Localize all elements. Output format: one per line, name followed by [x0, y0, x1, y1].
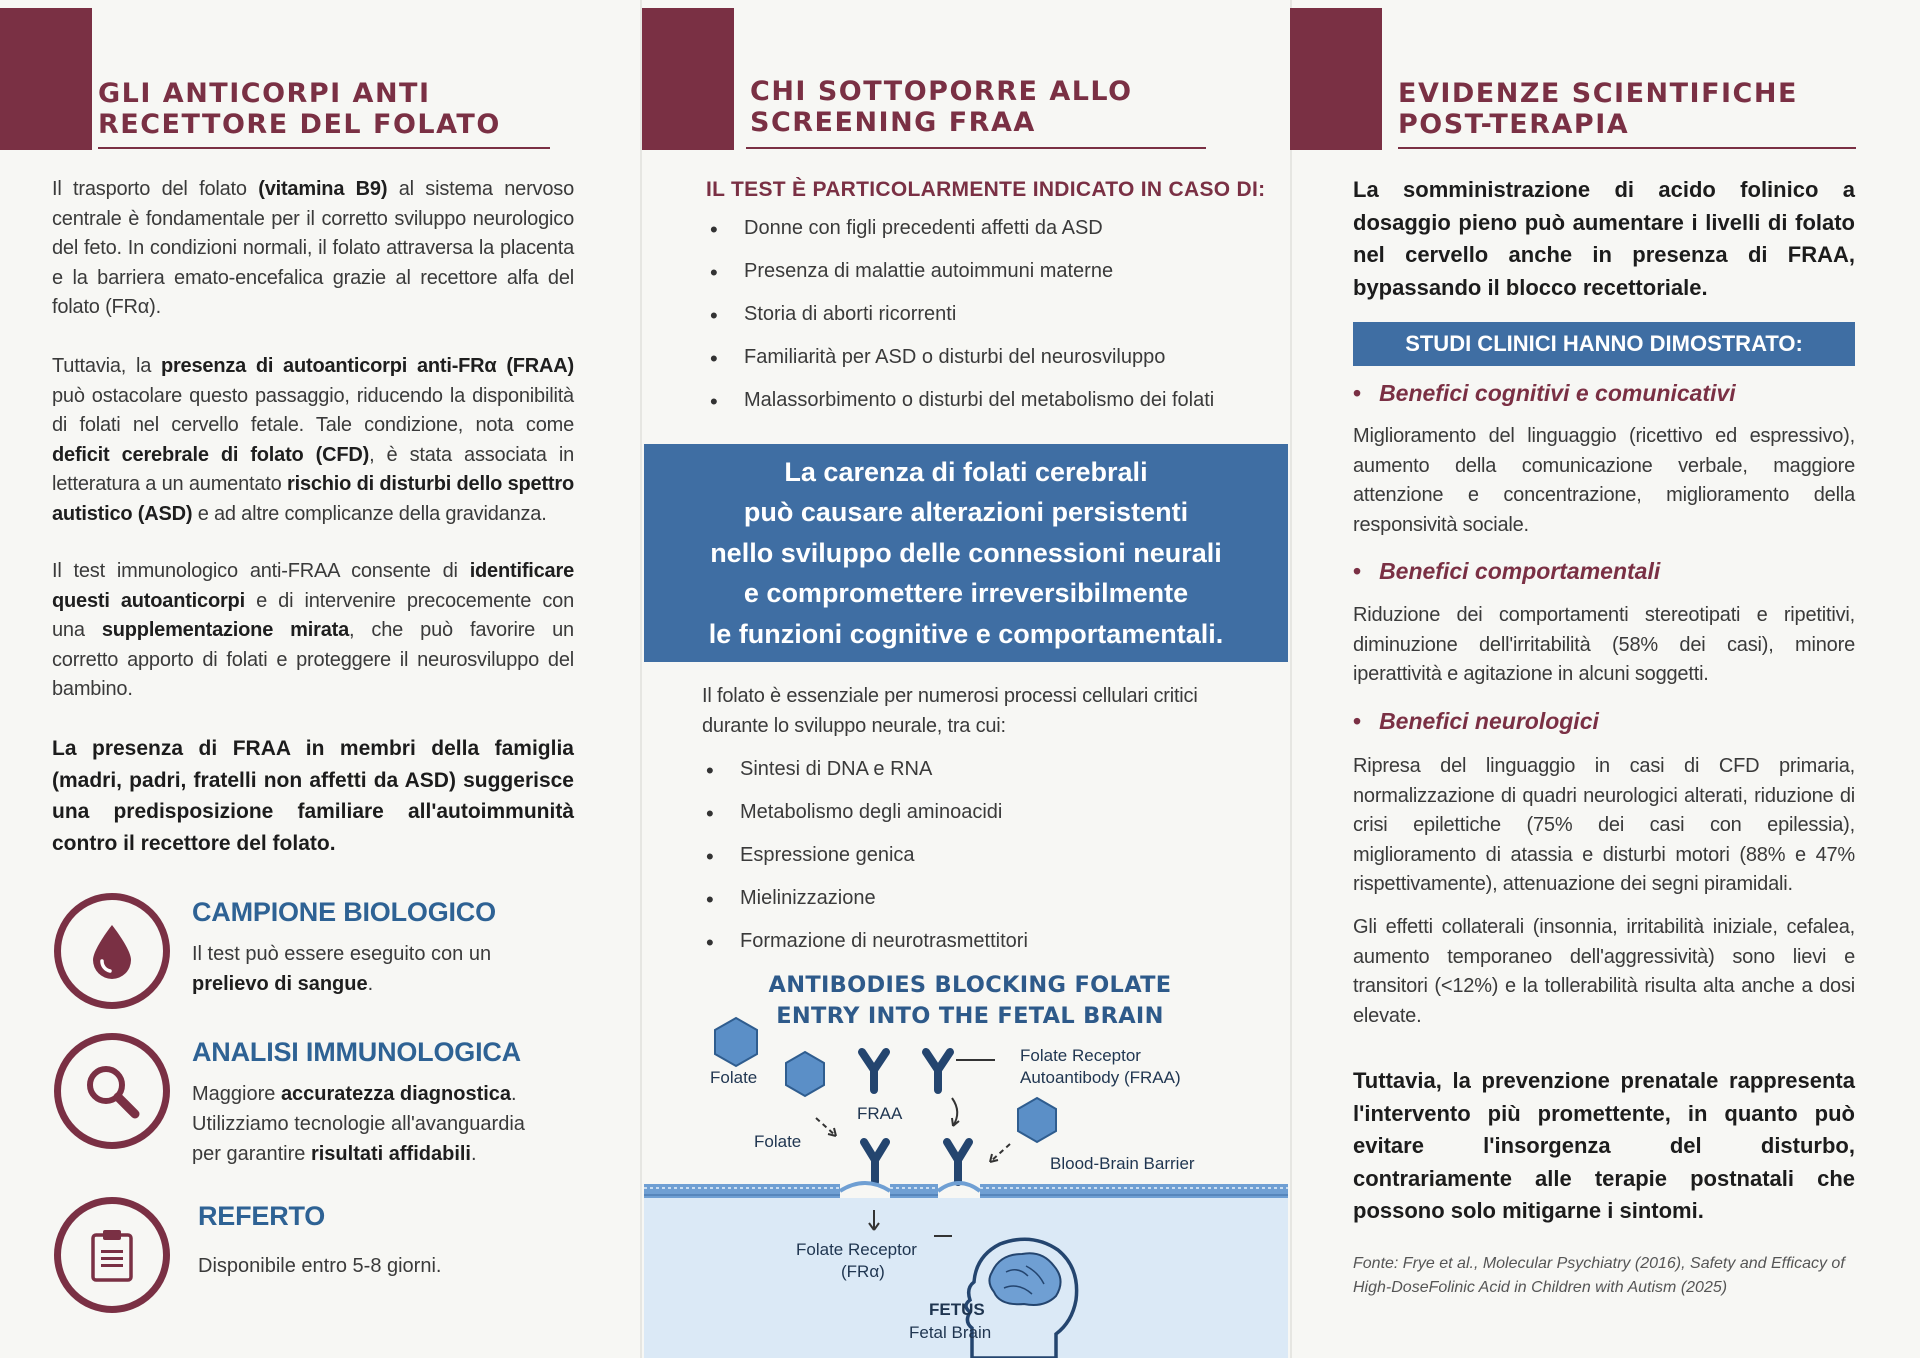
benefit-title: • Benefici cognitivi e comunicativi	[1353, 380, 1736, 407]
clipboard-icon	[54, 1197, 170, 1313]
benefit-title: • Benefici comportamentali	[1353, 558, 1660, 585]
title-rule	[1398, 147, 1856, 149]
folate-label: Folate	[754, 1132, 802, 1151]
closing-paragraph: Tuttavia, la prevenzione prenatale rappresenta l'intervento più promettente, in quanto può evitare l'insorgenza del disturbo, contrariamente alle terapie postnatali che possono solo mitigarne i sintomi.	[1353, 1068, 1855, 1223]
benefit-text: Riduzione dei comportamenti stereotipati e ripetitivi, diminuzione dell'irritabilità (58% dei casi), minore iperattività e agitazione in alcuni soggetti.	[1353, 604, 1855, 685]
list-item: • Presenza di malattie autoimmuni materne	[706, 260, 1266, 303]
antibody	[926, 1052, 950, 1090]
callout-box	[644, 444, 1288, 662]
folate-molecule	[786, 1052, 824, 1096]
folate-receptor	[947, 1142, 969, 1182]
panel-title: EVIDENZE SCIENTIFICHE POST-TERAPIA	[1398, 78, 1798, 140]
antibody-label: Folate Receptor	[1020, 1046, 1141, 1065]
studies-heading: STUDI CLINICI HANNO DIMOSTRATO:	[1353, 322, 1855, 366]
panel-antibodies	[0, 0, 640, 1358]
paragraph-folate-transport: Il trasporto del folato (vitamina B9) al sistema nervoso centrale è fondamentale per il corretto sviluppo neurologico del feto. In condizioni normali, il folato attraversa la placenta e la barriera emato-encefalica grazie al recettore alfa del folato (FRα).	[52, 178, 574, 318]
panel-title: GLI ANTICORPI ANTI RECETTORE DEL FOLATO	[98, 78, 501, 140]
antibody	[862, 1052, 886, 1090]
magnifier-icon	[54, 1033, 170, 1149]
list-item: • Donne con figli precedenti affetti da ASD	[706, 217, 1266, 260]
list-item: • Espressione genica	[702, 844, 1222, 887]
fetus-label: FETUS	[929, 1300, 985, 1319]
folate-intro: Il folato è essenziale per numerosi processi cellulari critici durante lo sviluppo neurale, tra cui:	[702, 685, 1198, 737]
service-text: Maggiore accuratezza diagnostica. Utilizziamo tecnologie all'avanguardia per garantire risultati affidabili.	[192, 1083, 525, 1165]
side-effects-paragraph: Gli effetti collaterali (insonnia, irritabilità iniziale, cefalea, aumento temporaneo dell'aggressività) sono lievi e transitori (<12%) e la tollerabilità risulta alta anche a dosi elevate.	[1353, 916, 1855, 1027]
lead-paragraph: La somministrazione di acido folinico a dosaggio pieno può aumentare i livelli di folato nel cervello anche in presenza di FRAA, bypassando il blocco recettoriale.	[1353, 177, 1855, 300]
paragraph-family: La presenza di FRAA in membri della famiglia (madri, padri, fratelli non affetti da ASD) suggerisce una predisposizione familiare all'autoimmunità contro il recettore del folato.	[52, 737, 574, 855]
list-item: • Sintesi di DNA e RNA	[702, 758, 1222, 801]
receptor-label: Folate Receptor	[796, 1240, 917, 1259]
fraa-label: FRAA	[857, 1104, 903, 1123]
benefit-text: Ripresa del linguaggio in casi di CFD primaria, normalizzazione di quadri neurologici alterati, riduzione di crisi epilettiche (75% dei casi con epilessia), miglioramento di atassia e disturbi motori (88% e 47% rispettivamente), attenuazione dei segni piramidali.	[1353, 755, 1855, 895]
blood-drop-icon	[54, 893, 170, 1009]
callout-line: nello sviluppo delle connessioni neurali	[710, 537, 1222, 568]
benefit-text: Miglioramento del linguaggio (ricettivo ed espressivo), aumento della comunicazione verbale, maggiore attenzione e concentrazione, miglioramento della responsività sociale.	[1353, 425, 1855, 536]
panel-title: CHI SOTTOPORRE ALLO SCREENING FRAA	[750, 76, 1133, 138]
folate-molecule	[715, 1018, 757, 1066]
callout-line: La carenza di folati cerebrali	[784, 456, 1148, 487]
panel-tab-decoration	[0, 8, 92, 150]
title-rule	[98, 147, 550, 149]
diagram-title: ANTIBODIES BLOCKING FOLATE ENTRY INTO THE FETAL BRAIN	[768, 972, 1172, 1029]
receptor-label: (FRα)	[841, 1262, 885, 1281]
title-rule	[746, 147, 1206, 149]
folate-molecule	[1018, 1098, 1056, 1142]
callout-line: può causare alterazioni persistenti	[743, 497, 1189, 528]
source-citation: Fonte: Frye et al., Molecular Psychiatry (2016), Safety and Efficacy of High-DoseFolinic Acid in Children with Autism (2025)	[1353, 1255, 1845, 1296]
panel-tab-decoration	[1290, 8, 1382, 150]
service-title: ANALISI IMMUNOLOGICA	[192, 1037, 521, 1067]
antibody-label: Autoantibody (FRAA)	[1020, 1068, 1181, 1087]
list-item: • Storia di aborti ricorrenti	[706, 303, 1266, 346]
service-title: CAMPIONE BIOLOGICO	[192, 897, 496, 927]
indicated-list	[706, 217, 1266, 432]
panel-tab-decoration	[642, 8, 734, 150]
process-list	[702, 758, 1222, 973]
benefit-title: • Benefici neurologici	[1353, 708, 1599, 735]
blood-brain-barrier	[644, 1184, 1288, 1198]
list-item: • Metabolismo degli aminoacidi	[702, 801, 1222, 844]
service-title: REFERTO	[198, 1201, 326, 1231]
callout-line: le funzioni cognitive e comportamentali.	[708, 618, 1224, 649]
list-item: • Formazione di neurotrasmettitori	[702, 930, 1222, 973]
folate-receptor	[864, 1142, 886, 1182]
indicated-heading: IL TEST È PARTICOLARMENTE INDICATO IN CASO DI:	[706, 178, 1266, 201]
paragraph-test: Il test immunologico anti-FRAA consente di identificare questi autoanticorpi e di intervenire precocemente con una supplementazione mirata, che può favorire un corretto apporto di folati e proteggere il neurosviluppo del bambino.	[52, 560, 574, 700]
paragraph-fraa: Tuttavia, la presenza di autoanticorpi anti-FRα (FRAA) può ostacolare questo passaggio, riducendo la disponibilità di folati nel cervello fetale. Tale condizione, nota come deficit cerebrale di folato (CFD), è stata associata in letteratura a un aumentato rischio di disturbi dello spettro autistico (ASD) e ad altre complicanze della gravidanza.	[52, 355, 574, 525]
brain-label: Fetal Brain	[909, 1323, 992, 1342]
folate-label: Folate	[710, 1068, 758, 1087]
list-item: • Malassorbimento o disturbi del metabolismo dei folati	[706, 389, 1266, 432]
list-item: • Mielinizzazione	[702, 887, 1222, 930]
bbb-label: Blood-Brain Barrier	[1050, 1154, 1195, 1173]
service-text: Disponibile entro 5-8 giorni.	[198, 1255, 442, 1277]
callout-line: e compromettere irreversibilmente	[743, 578, 1189, 609]
service-text: Il test può essere eseguito con un prelievo di sangue.	[192, 943, 492, 995]
list-item: • Familiarità per ASD o disturbi del neurosviluppo	[706, 346, 1266, 389]
